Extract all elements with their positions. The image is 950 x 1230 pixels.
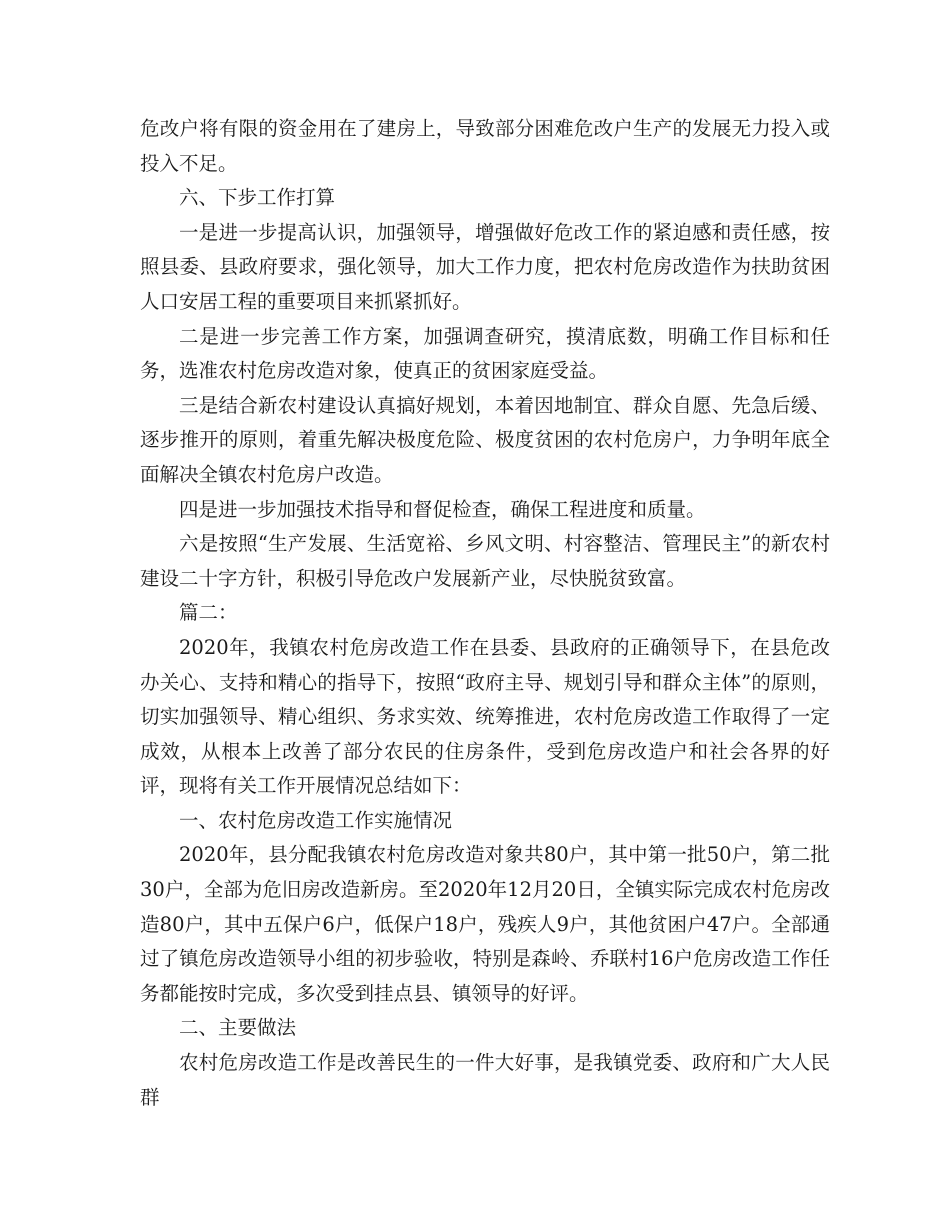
paragraph-plan-6: 六是按照“生产发展、生活宽裕、乡风文明、村容整洁、管理民主”的新农村建设二十字方针，积极引导危改户发展新产业，尽快脱贫致富。 [140,532,830,590]
document-body [140,112,830,1115]
section-heading-implementation: 一、农村危房改造工作实施情况 [179,808,453,832]
paragraph-intro-2020: 2020年，我镇农村危房改造工作在县委、县政府的正确领导下，在县危改办关心、支持和精心的指导下，按照“政府主导、规划引导和群众主体”的原则，切实加强领导、精心组织、务求实效、统筹推进，农村危房改造工作取得了一定成效，从根本上改善了部分农民的住房条件，受到危房改造户和社会各界的好评，现将有关工作开展情况总结如下： [140,635,830,798]
section-heading-methods: 二、主要做法 [179,1016,297,1040]
section-heading-plan: 六、下步工作打算 [179,186,336,210]
paragraph-plan-3: 三是结合新农村建设认真搞好规划，本着因地制宜、群众自愿、先急后缓、逐步推开的原则，着重先解决极度危险、极度贫困的农村危房户，力争明年底全面解决全镇农村危房户改造。 [140,393,830,486]
paragraph-1: 危改户将有限的资金用在了建房上，导致部分困难危改户生产的发展无力投入或投入不足。 [140,117,830,175]
paragraph-plan-2: 二是进一步完善工作方案，加强调查研究，摸清底数，明确工作目标和任务，选准农村危房改造对象，使真正的贫困家庭受益。 [140,324,830,383]
paragraph-methods: 农村危房改造工作是改善民生的一件大好事，是我镇党委、政府和广大人民群 [140,1051,830,1109]
paragraph-plan-1: 一是进一步提高认识，加强领导，增强做好危改工作的紧迫感和责任感，按照县委、县政府要求，强化领导，加大工作力度，把农村危房改造作为扶助贫困人口安居工程的重要项目来抓紧抓好。 [140,220,830,313]
paragraph-implementation: 2020年，县分配我镇农村危房改造对象共80户，其中第一批50户，第二批30户，全部为危旧房改造新房。至2020年12月20日，全镇实际完成农村危房改造80户，其中五保户6户，低保户18户，残疾人9户，其他贫困户47户。全部通过了镇危房改造领导小组的初步验收，特别是森岭、乔联村16户危房改造工作任务都能按时完成，多次受到挂点县、镇领导的好评。 [140,843,830,1005]
part-two-heading: 篇二： [179,601,238,625]
paragraph-plan-4: 四是进一步加强技术指导和督促检查，确保工程进度和质量。 [179,497,706,521]
